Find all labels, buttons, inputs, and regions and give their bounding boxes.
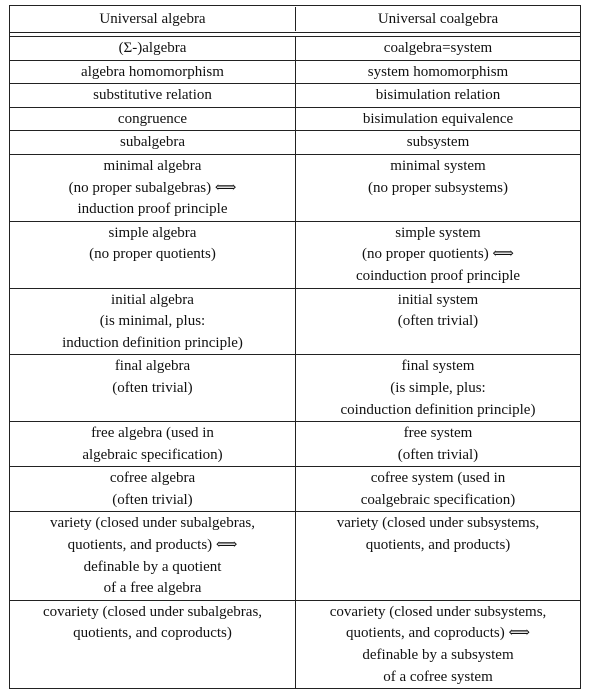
- cell-line: final system: [401, 358, 475, 375]
- cell-line: quotients, and coproducts) ⟺: [346, 625, 530, 642]
- table-row: [9, 61, 581, 85]
- table-header-row: [9, 5, 581, 33]
- cell-line: (Σ-)algebra: [118, 40, 187, 56]
- cell-line: (no proper quotients) ⟺: [362, 246, 514, 263]
- cell-line: subalgebra: [120, 134, 185, 151]
- table-row: [9, 467, 581, 512]
- cell-line: coinduction definition principle): [340, 401, 536, 418]
- algebra-cell: [10, 61, 296, 84]
- cell-line: bisimulation relation: [375, 87, 501, 104]
- table-row: [9, 512, 581, 600]
- cell-line: (is simple, plus:: [390, 379, 486, 396]
- cell-line: simple system: [395, 224, 481, 241]
- cell-line: (often trivial): [397, 313, 479, 330]
- cell-line: variety (closed under subalgebras,: [50, 515, 255, 532]
- coalgebra-cell: [296, 422, 580, 466]
- coalgebra-cell: [296, 61, 580, 84]
- cell-line: free system: [403, 425, 473, 442]
- table-row: [9, 222, 581, 289]
- cell-line: definable by a quotient: [83, 558, 222, 575]
- cell-line: (no proper subsystems): [368, 179, 508, 196]
- table-row: [9, 355, 581, 422]
- cell-line: algebraic specification): [82, 446, 223, 463]
- coalgebra-cell: [296, 467, 580, 511]
- algebra-cell: [10, 512, 296, 599]
- coalgebra-cell: [296, 131, 580, 154]
- coalgebra-cell: [296, 289, 580, 355]
- coalgebra-cell: [296, 37, 580, 60]
- table-row: [9, 289, 581, 356]
- cell-line: congruence: [117, 110, 188, 127]
- cell-line: simple algebra: [108, 224, 197, 241]
- cell-line: cofree algebra: [109, 470, 196, 487]
- table-row: [9, 422, 581, 467]
- cell-line: quotients, and coproducts): [73, 625, 232, 642]
- cell-line: (no proper subalgebras) ⟺: [68, 179, 237, 196]
- cell-line: (no proper quotients): [89, 246, 216, 263]
- header-universal-algebra: Universal algebra: [10, 7, 296, 31]
- algebra-cell: [10, 355, 296, 421]
- cell-line: system homomorphism: [367, 63, 509, 80]
- cell-line: coalgebraic specification): [360, 491, 516, 508]
- cell-line: definable by a subsystem: [362, 647, 514, 664]
- table-row: [9, 84, 581, 108]
- algebra-cell: [10, 222, 296, 288]
- algebra-cell: [10, 108, 296, 131]
- coalgebra-cell: [296, 601, 580, 688]
- cell-line: initial system: [397, 291, 479, 308]
- table-row: [9, 601, 581, 689]
- coalgebra-cell: [296, 355, 580, 421]
- cell-line: substitutive relation: [93, 87, 212, 104]
- table-row: [9, 37, 581, 61]
- cell-line: quotients, and products) ⟺: [67, 537, 238, 554]
- algebra-cell: [10, 84, 296, 107]
- algebra-cell: [10, 422, 296, 466]
- coalgebra-cell: [296, 155, 580, 221]
- cell-line: final algebra: [114, 358, 191, 375]
- cell-line: (often trivial): [397, 446, 479, 463]
- cell-line: initial algebra: [111, 291, 194, 308]
- cell-line: cofree system (used in: [370, 470, 506, 487]
- algebra-cell: [10, 131, 296, 154]
- cell-line: free algebra (used in: [91, 425, 214, 442]
- cell-line: coalgebra=system: [383, 40, 493, 56]
- cell-line: minimal system: [390, 157, 486, 174]
- cell-line: minimal algebra: [103, 157, 202, 174]
- coalgebra-cell: [296, 84, 580, 107]
- cell-line: of a cofree system: [383, 668, 493, 685]
- coalgebra-cell: [296, 108, 580, 131]
- cell-line: variety (closed under subsystems,: [336, 515, 540, 532]
- cell-line: induction definition principle): [62, 334, 243, 351]
- cell-line: of a free algebra: [103, 580, 202, 597]
- header-universal-coalgebra: Universal coalgebra: [377, 11, 499, 27]
- cell-line: (often trivial): [112, 379, 193, 396]
- table-row: [9, 108, 581, 132]
- cell-line: covariety (closed under subsystems,: [329, 603, 547, 620]
- cell-line: (often trivial): [112, 491, 193, 508]
- algebra-cell: [10, 37, 296, 60]
- comparison-table: [9, 5, 581, 689]
- coalgebra-cell: [296, 512, 580, 599]
- cell-line: coinduction proof principle: [355, 267, 521, 284]
- algebra-cell: [10, 467, 296, 511]
- table-row: [9, 131, 581, 155]
- cell-line: covariety (closed under subalgebras,: [42, 603, 263, 620]
- coalgebra-cell: [296, 222, 580, 288]
- algebra-cell: [10, 601, 296, 688]
- cell-line: (is minimal, plus:: [99, 313, 206, 330]
- cell-line: algebra homomorphism: [81, 63, 224, 80]
- cell-line: quotients, and products): [365, 537, 511, 554]
- table-row: [9, 155, 581, 222]
- cell-line: subsystem: [406, 134, 470, 151]
- algebra-cell: [10, 155, 296, 221]
- cell-line: induction proof principle: [77, 201, 228, 218]
- cell-line: bisimulation equivalence: [362, 110, 514, 127]
- algebra-cell: [10, 289, 296, 355]
